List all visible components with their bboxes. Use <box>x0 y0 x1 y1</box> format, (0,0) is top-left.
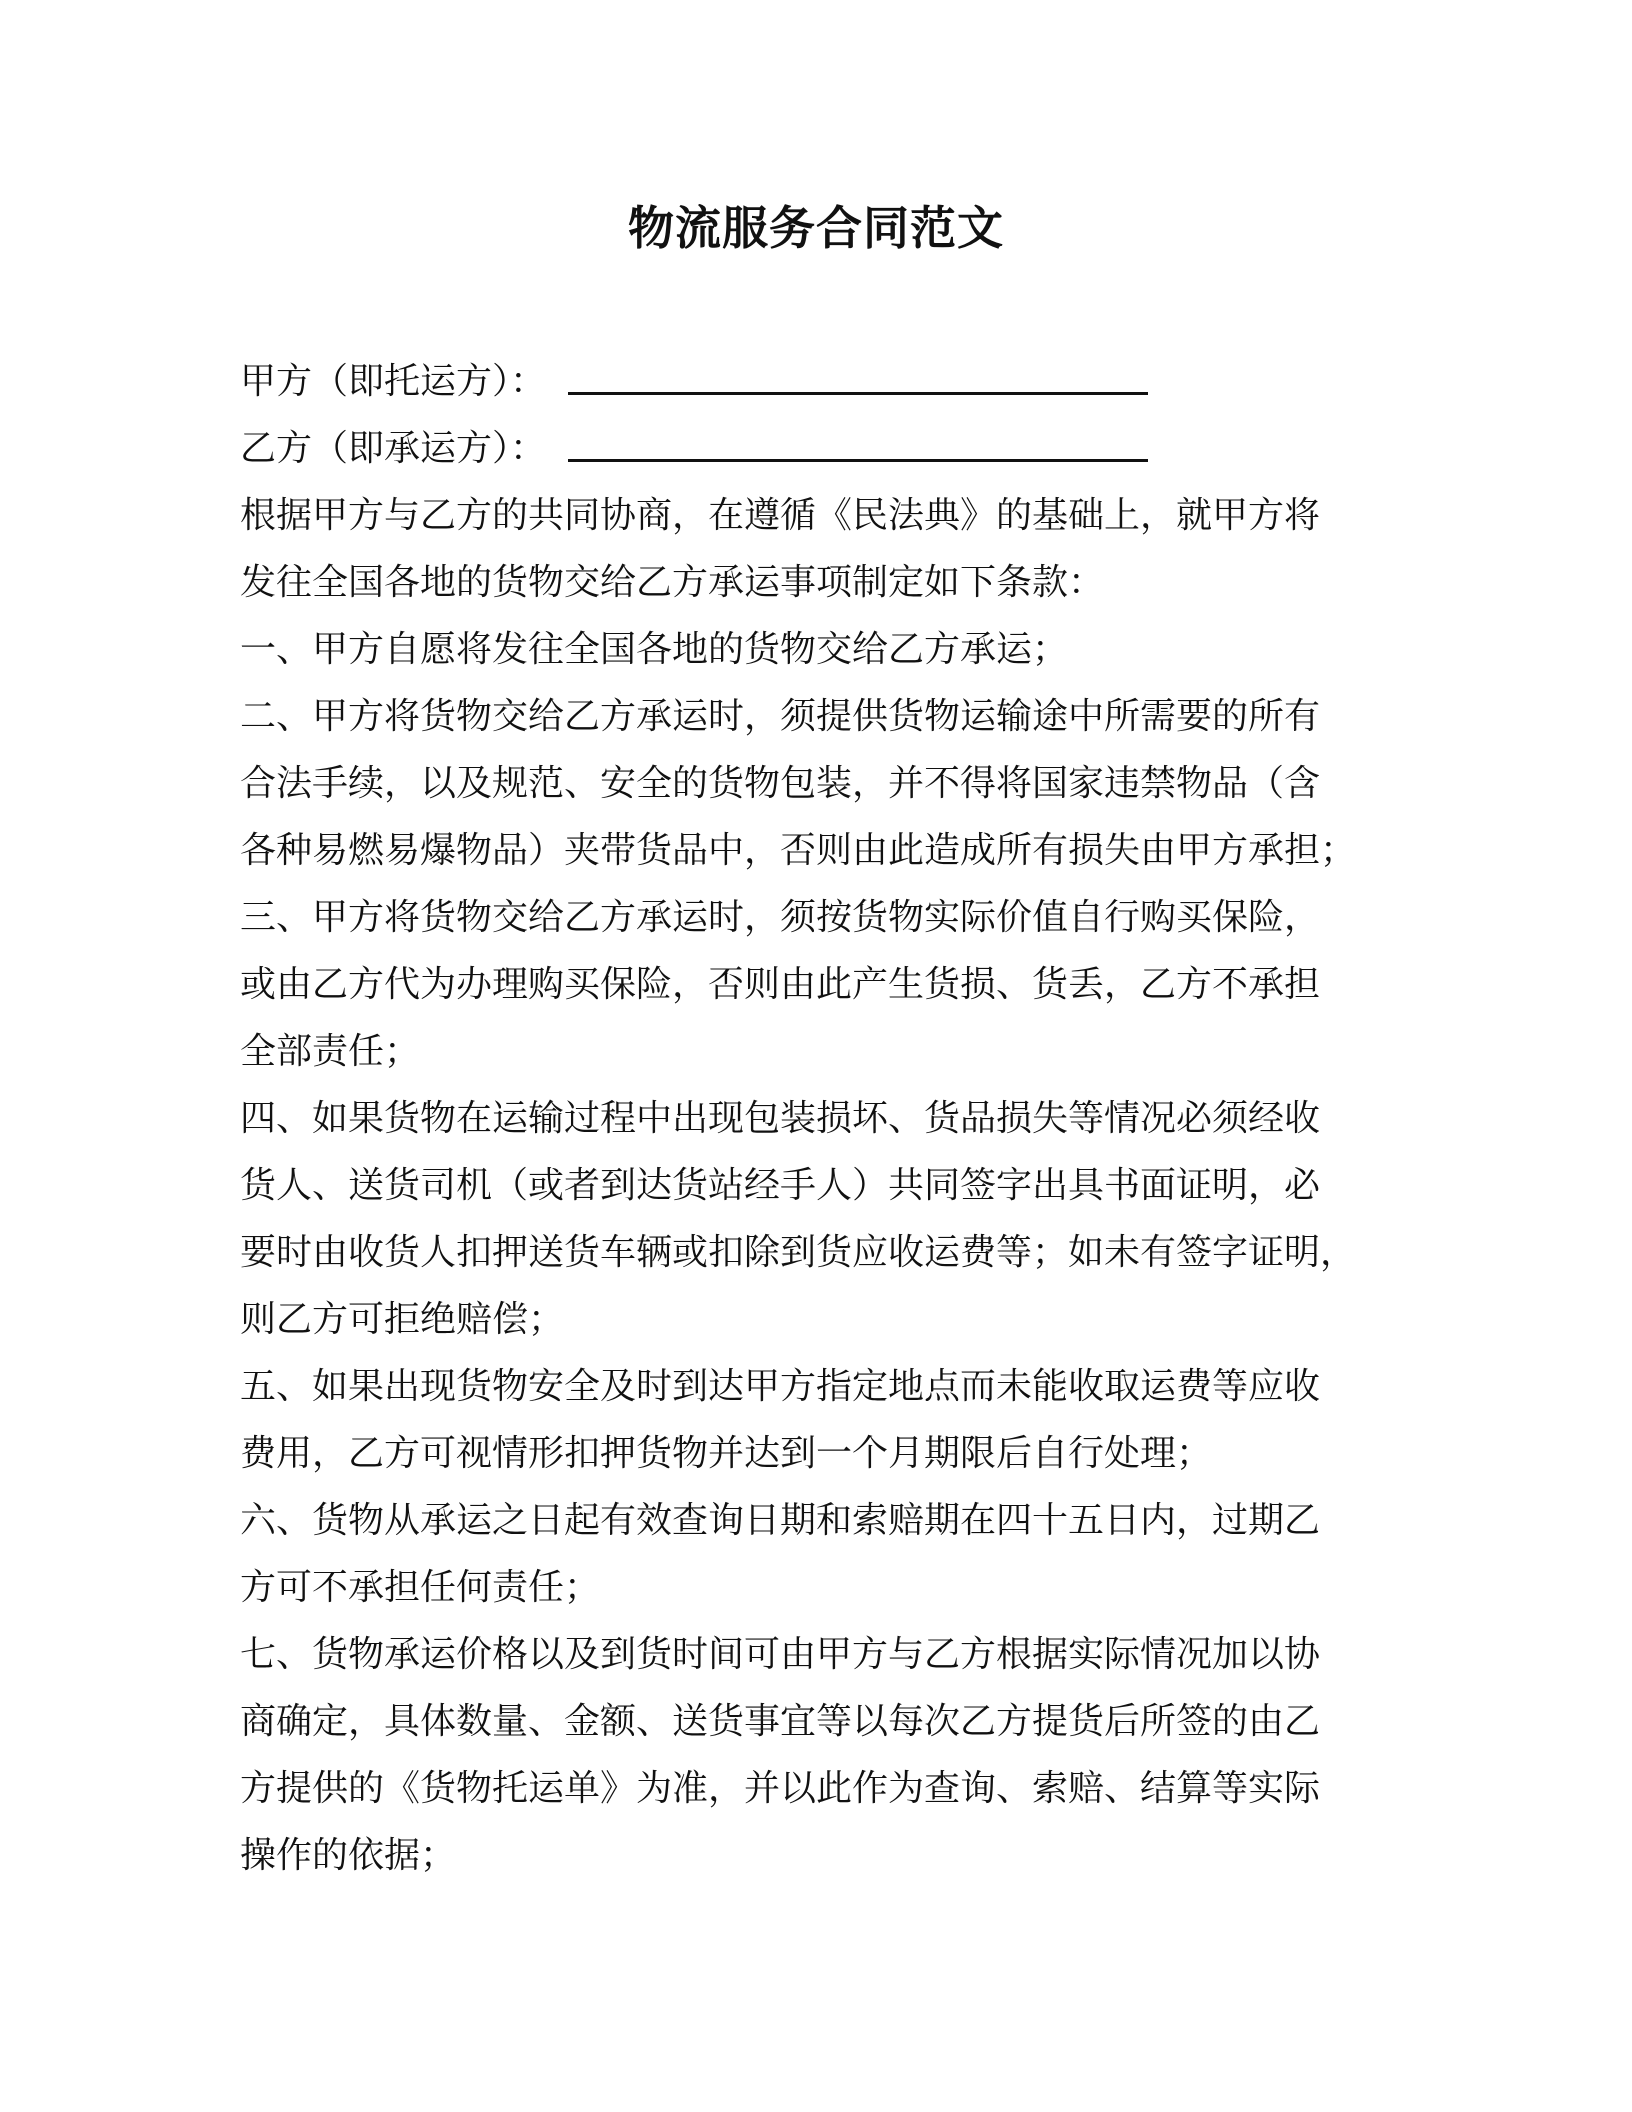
clause-5-line: 五、如果出现货物安全及时到达甲方指定地点而未能收取运费等应收 <box>240 1366 1321 1407</box>
text-line: 合法手续，以及规范、安全的货物包装，并不得将国家违禁物品（含 <box>240 763 1321 804</box>
text-line: 商确定，具体数量、金额、送货事宜等以每次乙方提货后所签的由乙 <box>240 1701 1321 1742</box>
text-line: 方可不承担任何责任； <box>240 1567 601 1608</box>
party-b-blank <box>568 417 1148 462</box>
text-line: 方提供的《货物托运单》为准，并以此作为查询、索赔、结算等实际 <box>240 1768 1321 1809</box>
party-b-line <box>240 415 1390 482</box>
text-line: 货人、送货司机（或者到达货站经手人）共同签字出具书面证明，必 <box>240 1165 1321 1206</box>
clause-6-line: 六、货物从承运之日起有效查询日期和索赔期在四十五日内，过期乙 <box>240 1500 1321 1541</box>
text-line: 则乙方可拒绝赔偿； <box>240 1299 565 1340</box>
text-line: 要时由收货人扣押送货车辆或扣除到货应收运费等；如未有签字证明， <box>240 1232 1357 1273</box>
party-a-blank <box>568 350 1148 395</box>
text-line: 操作的依据； <box>240 1835 457 1876</box>
document-body <box>240 348 1390 1889</box>
clause-4-line: 四、如果货物在运输过程中出现包装损坏、货品损失等情况必须经收 <box>240 1098 1321 1139</box>
clause-1-line: 一、甲方自愿将发往全国各地的货物交给乙方承运； <box>240 629 1069 670</box>
text-line: 或由乙方代为办理购买保险，否则由此产生货损、货丢，乙方不承担 <box>240 964 1321 1005</box>
text-line: 发往全国各地的货物交给乙方承运事项制定如下条款： <box>240 562 1105 603</box>
clause-2-line: 二、甲方将货物交给乙方承运时，须提供货物运输途中所需要的所有 <box>240 696 1321 737</box>
text-line: 各种易燃易爆物品）夹带货品中，否则由此造成所有损失由甲方承担； <box>240 830 1357 871</box>
party-b-label: 乙方（即承运方）： <box>240 428 547 469</box>
clause-7-line: 七、货物承运价格以及到货时间可由甲方与乙方根据实际情况加以协 <box>240 1634 1321 1675</box>
clause-3-line: 三、甲方将货物交给乙方承运时，须按货物实际价值自行购买保险， <box>240 897 1321 938</box>
party-a-label: 甲方（即托运方）： <box>240 361 547 402</box>
text-line: 费用，乙方可视情形扣押货物并达到一个月期限后自行处理； <box>240 1433 1213 1474</box>
text-line: 全部责任； <box>240 1031 421 1072</box>
document-title: 物流服务合同范文 <box>628 201 1004 255</box>
party-a-line <box>240 348 1390 415</box>
contract-clauses <box>240 482 1390 1889</box>
text-line: 根据甲方与乙方的共同协商，在遵循《民法典》的基础上，就甲方将 <box>240 495 1321 536</box>
